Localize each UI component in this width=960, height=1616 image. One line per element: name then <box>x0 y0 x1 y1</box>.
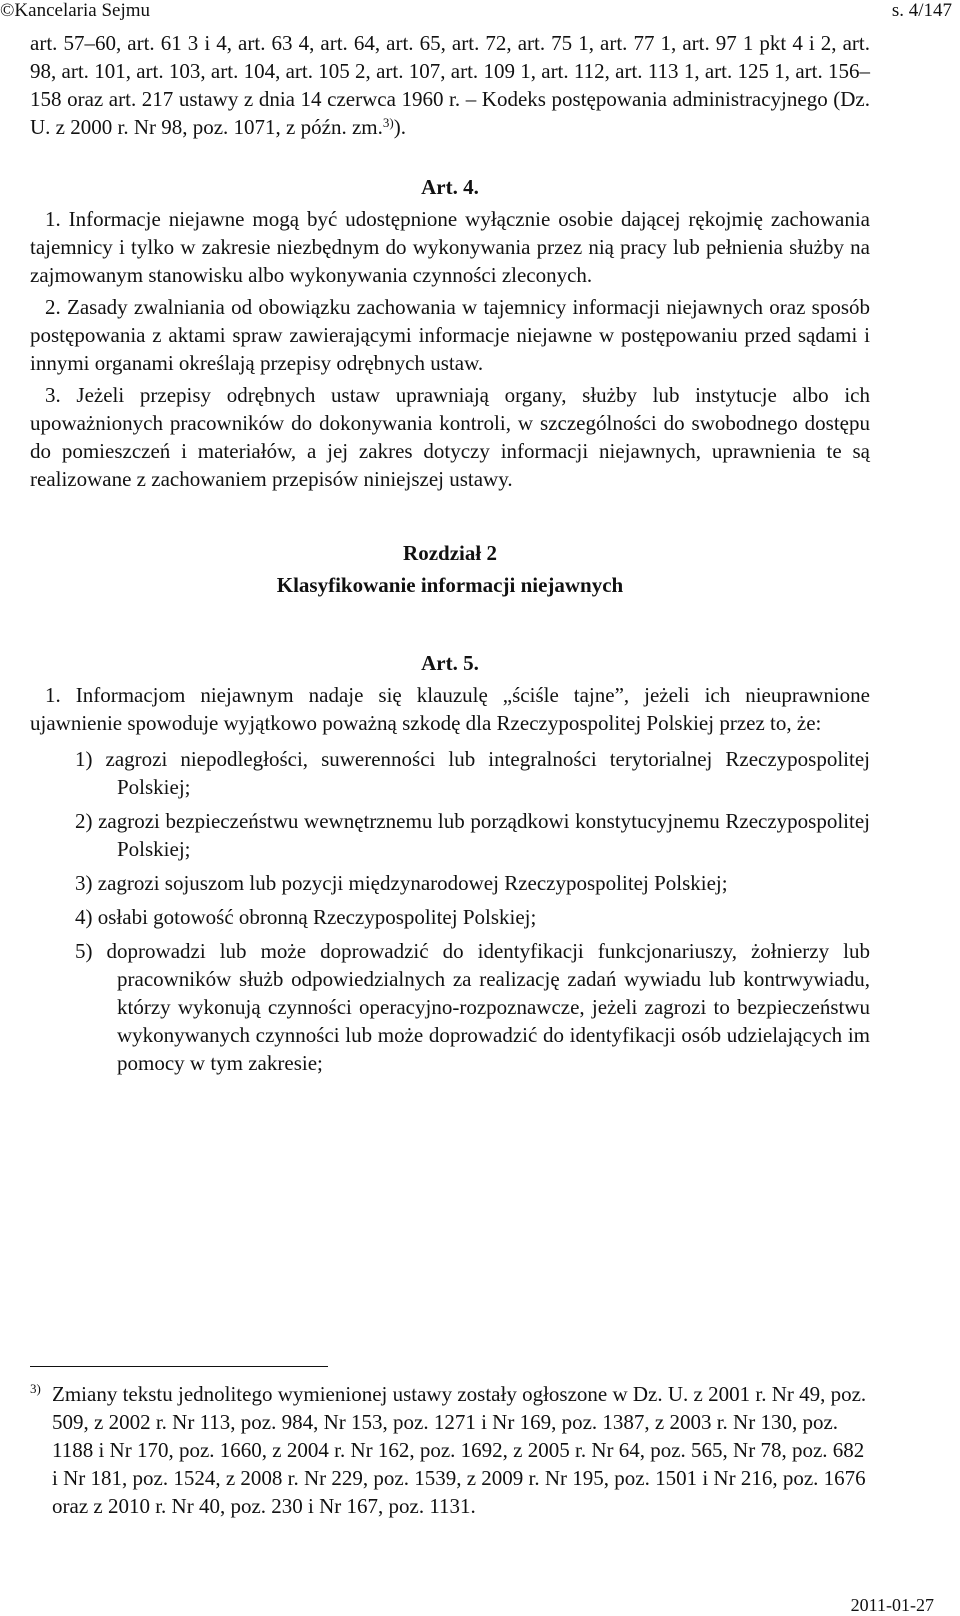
intro-text: art. 57–60, art. 61 3 i 4, art. 63 4, art. 64, art. 65, art. 72, art. 75 1, art. 77 1, art. 97 1 pkt 4 i 2, art. 98, art. 101, art. 103, art. 104, art. 105 2, art. 107, art. 109 1, art. 112, art. 113 1, art. 125 1, art. 156–158 oraz art. 217 ustawy z dnia 14 czerwca 1960 r. – Kodeks postępowania administracyjnego (Dz. U. z 2000 r. Nr 98, poz. 1071, z późn. zm. <box>30 31 870 139</box>
article-4-heading: Art. 4. <box>421 175 479 199</box>
article-5-item-2: 2) zagrozi bezpieczeństwu wewnętrznemu lub porządkowi konstytucyjnemu Rzeczypospolitej Polskiej; <box>75 809 870 861</box>
intro-tail: ). <box>393 115 406 139</box>
publisher-header: ©Kancelaria Sejmu <box>0 0 151 21</box>
article-5-item-4: 4) osłabi gotowość obronną Rzeczypospolitej Polskiej; <box>75 905 537 929</box>
article-5-item-3: 3) zagrozi sojuszom lub pozycji międzynarodowej Rzeczypospolitej Polskiej; <box>75 871 728 895</box>
article-4-paragraph-3: 3. Jeżeli przepisy odrębnych ustaw uprawniają organy, służby lub instytucje albo ich upoważnionych pracowników do dokonywania kontroli, w szczególności do swobodnego dostępu do pomieszczeń i materiałów, a jej zakres dotyczy informacji niejawnych, uprawnienia te są realizowane z zachowaniem przepisów niniejszej ustawy. <box>30 383 870 491</box>
page-number: s. 4/147 <box>891 0 952 21</box>
document-body <box>30 29 870 1518</box>
chapter-number: Rozdział 2 <box>403 541 497 565</box>
footnote-reference[interactable]: 3) <box>382 115 394 130</box>
footnote-text: Zmiany tekstu jednolitego wymienionej ustawy zostały ogłoszone w Dz. U. z 2001 r. Nr 49, poz. 509, z 2002 r. Nr 113, poz. 984, Nr 153, poz. 1271 i Nr 169, poz. 1387, z 2003 r. Nr 130, poz. 1188 i Nr 170, poz. 1660, z 2004 r. Nr 162, poz. 1692, z 2005 r. Nr 64, poz. 565, Nr 78, poz. 682 i Nr 181, poz. 1524, z 2008 r. Nr 229, poz. 1539, z 2009 r. Nr 195, poz. 1501 i Nr 216, poz. 1676 oraz z 2010 r. Nr 40, poz. 230 i Nr 167, poz. 1131. <box>52 1382 867 1518</box>
document-date: 2011-01-27 <box>850 1595 934 1615</box>
article-4-paragraph-2: 2. Zasady zwalniania od obowiązku zachowania w tajemnicy informacji niejawnych oraz sposób postępowania z aktami spraw zawierającymi informacje niejawne w postępowaniu przed sądami i innymi organami określają przepisy odrębnych ustaw. <box>30 295 870 375</box>
footnote-body <box>30 1380 875 1520</box>
footnote <box>30 1380 875 1520</box>
article-5-heading: Art. 5. <box>421 651 479 675</box>
chapter-title: Klasyfikowanie informacji niejawnych <box>276 573 624 597</box>
article-5-item-5: 5) doprowadzi lub może doprowadzić do identyfikacji funkcjonariuszy, żołnierzy lub pracowników służb odpowiedzialnych za realizację zadań wywiadu lub kontrwywiadu, którzy wykonują czynności operacyjno-rozpoznawcze, jeżeli zagrozi to bezpieczeństwu wykonywanych czynności lub może doprowadzić do identyfikacji osób udzielających im pomocy w tym zakresie; <box>75 939 870 1075</box>
article-5-paragraph-1: 1. Informacjom niejawnym nadaje się klauzulę „ściśle tajne”, jeżeli ich nieuprawnione ujawnienie spowoduje wyjątkowo poważną szkodę dla Rzeczypospolitej Polskiej przez to, że: <box>30 683 870 735</box>
intro-paragraph <box>30 29 870 141</box>
article-4-paragraph-1: 1. Informacje niejawne mogą być udostępnione wyłącznie osobie dającej rękojmię zachowania tajemnicy i tylko w zakresie niezbędnym do wykonywania przez nią pracy lub pełnienia służby na zajmowanym stanowisku albo wykonywania czynności zleconych. <box>30 207 870 287</box>
footnote-mark: 3) <box>30 1381 41 1396</box>
footnote-divider <box>30 1366 328 1367</box>
article-5-item-1: 1) zagrozi niepodległości, suwerenności lub integralności terytorialnej Rzeczypospolitej Polskiej; <box>75 747 870 799</box>
